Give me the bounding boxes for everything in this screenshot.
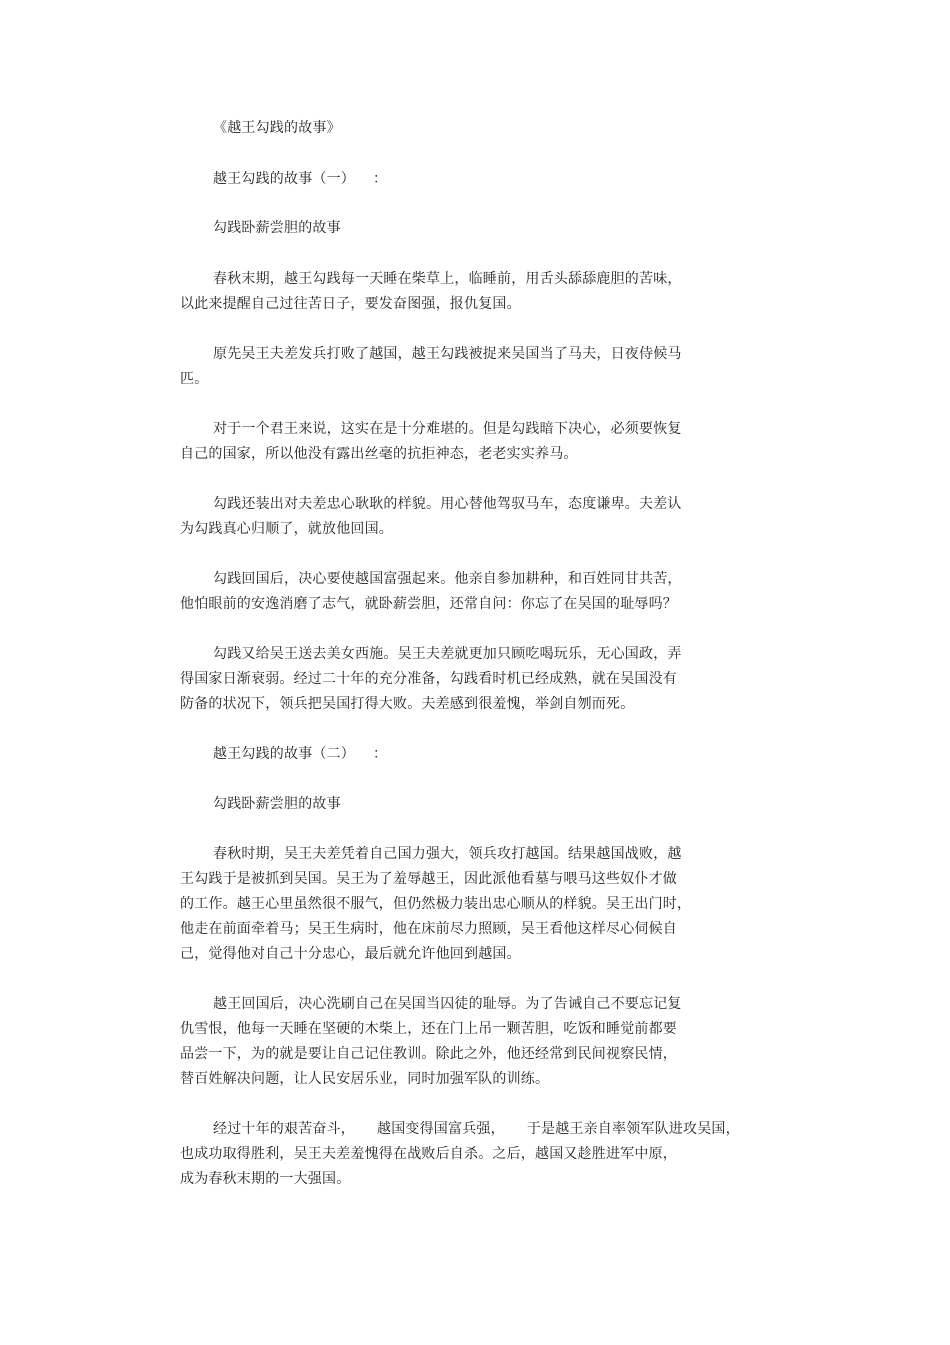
paragraph-line: 以此来提醒自己过往苦日子，要发奋图强，报仇复国。 — [180, 296, 521, 312]
paragraph-line: 成为春秋末期的一大强国。 — [180, 1171, 351, 1187]
story1-heading — [213, 170, 387, 188]
paragraph-line: 的工作。越王心里虽然很不服气，但仍然极力装出忠心顺从的样貌。吴王出门时， — [180, 896, 692, 912]
paragraph-line: 防备的状况下，领兵把吴国打得大败。夫差感到很羞愧，举剑自刎而死。 — [180, 696, 635, 712]
paragraph-line: 他走在前面牵着马；吴王生病时，他在床前尽力照顾，吴王看他这样尽心伺候自 — [180, 921, 677, 937]
paragraph-line: 得国家日渐衰弱。经过二十年的充分准备，勾践看时机已经成熟，就在吴国没有 — [180, 671, 677, 687]
paragraph-line: 春秋时期，吴王夫差凭着自己国力强大，领兵攻打越国。结果越国战败，越 — [213, 846, 682, 862]
final-paragraph-part: 越国变得国富兵强， — [377, 1121, 505, 1137]
paragraph-line: 为勾践真心归顺了，就放他回国。 — [180, 521, 393, 537]
paragraph-line: 自己的国家，所以他没有露出丝毫的抗拒神态，老老实实养马。 — [180, 446, 578, 462]
paragraph-line: 王勾践于是被抓到吴国。吴王为了羞辱越王，因此派他看墓与喂马这些奴仆才做 — [180, 871, 677, 887]
paragraph-line: 替百姓解决问题，让人民安居乐业，同时加强军队的训练。 — [180, 1071, 550, 1087]
paragraph-line: 品尝一下，为的就是要让自己记住教训。除此之外，他还经常到民间视察民情， — [180, 1046, 677, 1062]
story1-heading-colon: ： — [373, 171, 388, 187]
final-paragraph-part: 于是越王亲自率领军队进攻吴国， — [526, 1121, 740, 1137]
paragraph-line — [213, 1120, 740, 1138]
story2-heading-text: 越王勾践的故事（二） — [213, 746, 355, 762]
story2-subtitle: 勾践卧薪尝胆的故事 — [213, 796, 341, 812]
paragraph-line: 越王回国后，决心洗刷自己在吴国当囚徒的耻辱。为了告诫自己不要忘记复 — [213, 996, 682, 1012]
paragraph-line: 对于一个君王来说，这实在是十分难堪的。但是勾践暗下决心，必须要恢复 — [213, 421, 682, 437]
story2-heading-colon: ： — [373, 746, 388, 762]
paragraph-line: 匹。 — [180, 371, 209, 387]
paragraph-line: 原先吴王夫差发兵打败了越国，越王勾践被捉来吴国当了马夫，日夜侍候马 — [213, 346, 682, 362]
paragraph-line: 他怕眼前的安逸消磨了志气，就卧薪尝胆，还常自问：你忘了在吴国的耻辱吗？ — [180, 596, 677, 612]
paragraph-line: 春秋末期，越王勾践每一天睡在柴草上，临睡前，用舌头舔舔鹿胆的苦味， — [213, 271, 682, 287]
story1-heading-text: 越王勾践的故事（一） — [213, 171, 355, 187]
paragraph-line: 勾践回国后，决心要使越国富强起来。他亲自参加耕种，和百姓同甘共苦， — [213, 571, 682, 587]
final-paragraph-part: 经过十年的艰苦奋斗， — [213, 1121, 355, 1137]
document-title: 《越王勾践的故事》 — [213, 120, 341, 136]
story1-subtitle: 勾践卧薪尝胆的故事 — [213, 220, 341, 236]
paragraph-line: 勾践又给吴王送去美女西施。吴王夫差就更加只顾吃喝玩乐，无心国政，弄 — [213, 646, 682, 662]
paragraph-line: 也成功取得胜利，吴王夫差羞愧得在战败后自杀。之后，越国又趁胜进军中原， — [180, 1146, 677, 1162]
paragraph-line: 己，觉得他对自己十分忠心，最后就允许他回到越国。 — [180, 946, 521, 962]
paragraph-line: 勾践还装出对夫差忠心耿耿的样貌。用心替他驾驭马车，态度谦卑。夫差认 — [213, 496, 682, 512]
paragraph-line: 仇雪恨，他每一天睡在坚硬的木柴上，还在门上吊一颗苦胆，吃饭和睡觉前都要 — [180, 1021, 677, 1037]
story2-heading — [213, 745, 387, 763]
